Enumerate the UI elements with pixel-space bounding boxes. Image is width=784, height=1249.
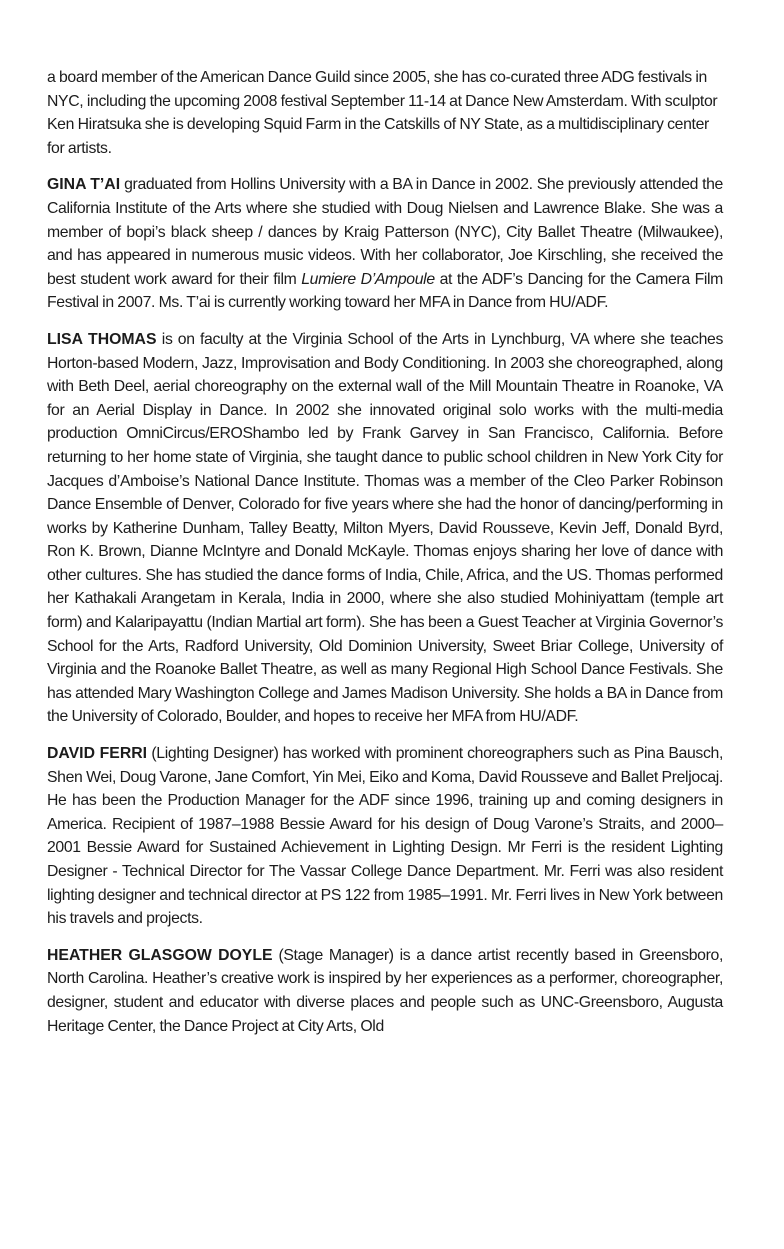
bio-paragraph-gina-tai: [47, 173, 723, 315]
bio-text: a board member of the American Dance Guild since 2005, she has co-curated three ADG festivals in NYC, including the upcoming 2008 festival September 11-14 at Dance New Amsterdam. With sculptor Ken Hiratsuka she is developing Squid Farm in the Catskills of NY State, as a multidisciplinary center for artists.: [47, 69, 718, 157]
bio-name: DAVID FERRI: [47, 745, 148, 763]
bio-text: (Stage Manager) is a dance artist recently based in Greensboro, North Carolina. Heather’s creative work is inspired by her experiences as a performer, choreographer, designer, student and educator with diverse places and people such as UNC-Greensboro, Augusta Heritage Center, the Dance Project at City Arts, Old: [47, 946, 723, 1035]
bio-text: graduated from Hollins University with a BA in Dance in 2002. She previously attended the California Institute of the Arts where she studied with Doug Nielsen and Lawrence Blake. She was a member of bopi’s black sheep / dances by Kraig Patterson (NYC), City Ballet Theatre (Milwaukee), and has appeared in numerous music videos. With her collaborator, Joe Kirschling, she received the best student work award for their film: [47, 176, 723, 288]
bio-name: GINA T’AI: [47, 176, 121, 194]
bio-text: (Lighting Designer) has worked with prominent choreographers such as Pina Bausch, Shen Wei, Doug Varone, Jane Comfort, Yin Mei, Eiko and Koma, David Rousseve and Ballet Preljocaj. He has been the Production Manager for the ADF since 1996, training up and coming designers in America. Recipient of 1987–1988 Bessie Award for his design of Doug Varone’s Straits, and 2000–2001 Bessie Award for Sustained Achievement in Lighting Design. Mr Ferri is the resident Lighting Designer - Technical Director for The Vassar College Dance Department. Mr. Ferri was also resident lighting designer and technical director at PS 122 from 1985–1991. Mr. Ferri lives in New York between his travels and projects.: [47, 745, 723, 928]
bio-name: HEATHER GLASGOW DOYLE: [47, 946, 273, 964]
bio-page: [47, 66, 723, 1051]
bio-paragraph-david-ferri: [47, 742, 723, 931]
bio-paragraph-heather-glasgow-doyle: [47, 944, 723, 1038]
bio-paragraph-continued: [47, 66, 723, 160]
bio-text: at the ADF’s Dancing for the Camera Film Festival in 2007. Ms. T’ai is currently working toward her MFA in Dance from HU/ADF.: [47, 270, 723, 312]
bio-name: LISA THOMAS: [47, 330, 157, 348]
bio-paragraph-lisa-thomas: [47, 328, 723, 729]
film-title: Lumiere D’Ampoule: [301, 270, 435, 288]
bio-text: is on faculty at the Virginia School of the Arts in Lynchburg, VA where she teaches Horton-based Modern, Jazz, Improvisation and Body Conditioning. In 2003 she choreographed, along with Beth Deel, aerial choreography on the external wall of the Mill Mountain Theatre in Roanoke, VA for an Aerial Display in Dance. In 2002 she innovated original solo works with the multi-media production OmniCircus/EROShambo led by Frank Garvey in San Francisco, California. Before returning to her home state of Virginia, she taught dance to public school children in New York City for Jacques d’Amboise’s National Dance Institute. Thomas was a member of the Cleo Parker Robinson Dance Ensemble of Denver, Colorado for five years where she had the honor of dancing/performing in works by Katherine Dunham, Talley Beatty, Milton Myers, David Rousseve, Kevin Jeff, Donald Byrd, Ron K. Brown, Dianne McIntyre and Donald McKayle. Thomas enjoys sharing her love of dance with other cultures. She has studied the dance forms of India, Chile, Africa, and the US. Thomas performed her Kathakali Arangetam in Kerala, India in 2000, where she also studied Mohiniyattam (temple art form) and Kalaripayattu (Indian Martial art form). She has been a Guest Teacher at Virginia Governor’s School for the Arts, Radford University, Old Dominion University, Sweet Briar College, University of Virginia and the Roanoke Ballet Theatre, as well as many Regional High School Dance Festivals. She has attended Mary Washington College and James Madison University. She holds a BA in Dance from the University of Colorado, Boulder, and hopes to receive her MFA from HU/ADF.: [47, 330, 724, 726]
